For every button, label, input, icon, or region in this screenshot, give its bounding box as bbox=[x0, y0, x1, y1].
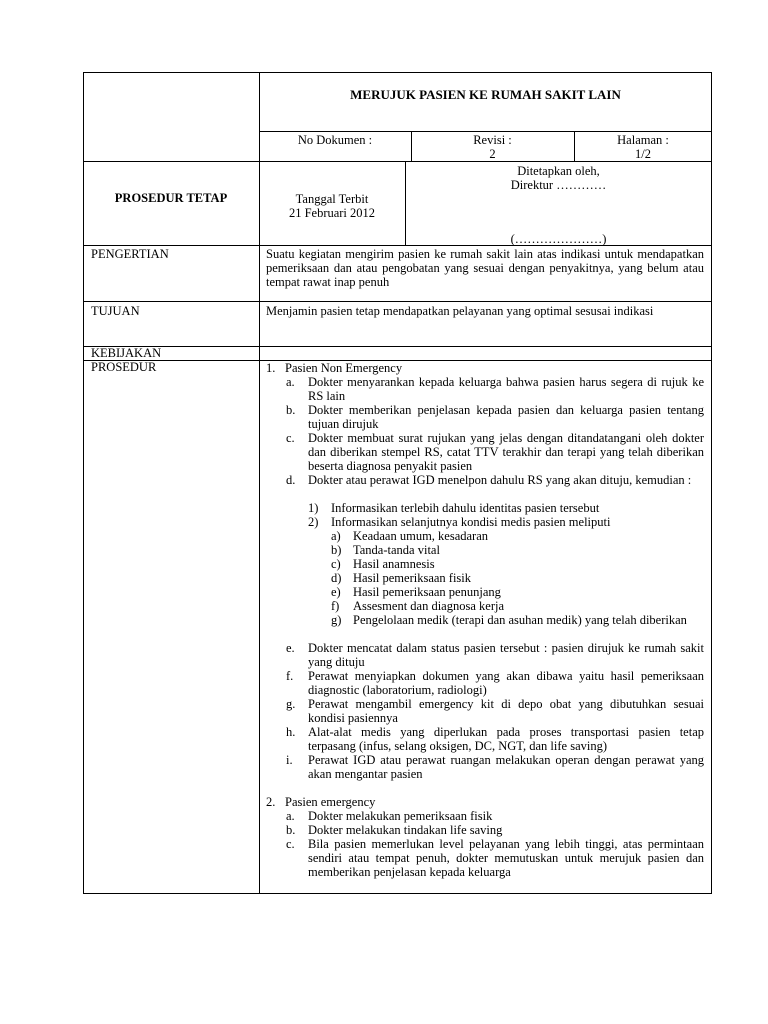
revisi-value: 2 bbox=[489, 147, 496, 161]
list-item: 1) Informasikan terlebih dahulu identitas pasien tersebut bbox=[308, 501, 600, 515]
list-heading: Pasien Non Emergency bbox=[285, 361, 403, 375]
document-title: MERUJUK PASIEN KE RUMAH SAKIT LAIN bbox=[350, 87, 621, 102]
prosedur-list bbox=[266, 361, 706, 879]
list-item: f) Assesment dan diagnosa kerja bbox=[331, 599, 505, 613]
list-item: a. Dokter menyarankan kepada keluarga bahwa pasien harus segera di rujuk ke RS lain bbox=[286, 375, 704, 403]
list-item: i. Perawat IGD atau perawat ruangan melakukan operan dengan perawat yang akan mengantar pasien bbox=[286, 753, 704, 781]
list-item: g) Pengelolaan medik (terapi dan asuhan medik) yang telah diberikan bbox=[331, 613, 687, 627]
tanggal-terbit-label: Tanggal Terbit bbox=[295, 192, 369, 206]
tanggal-terbit-value: 21 Februari 2012 bbox=[288, 206, 376, 220]
list-item: a) Keadaan umum, kesadaran bbox=[331, 529, 489, 543]
list-item: a. Dokter melakukan pemeriksaan fisik bbox=[286, 809, 493, 823]
list-item: b) Tanda-tanda vital bbox=[331, 543, 440, 557]
row-divider bbox=[83, 301, 712, 302]
signature-blank: (…………………) bbox=[510, 232, 607, 246]
direktur-label: Direktur ………… bbox=[510, 178, 607, 192]
halaman-label: Halaman : bbox=[617, 133, 669, 147]
ditetapkan-label: Ditetapkan oleh, bbox=[517, 164, 600, 178]
no-dokumen-label: No Dokumen : bbox=[297, 133, 373, 147]
halaman-value: 1/2 bbox=[635, 147, 651, 161]
list-item: e) Hasil pemeriksaan penunjang bbox=[331, 585, 501, 599]
list-item: 2) Informasikan selanjutnya kondisi medis pasien meliputi bbox=[308, 515, 611, 529]
list-item: h. Alat-alat medis yang diperlukan pada proses transportasi pasien tetap terpasang (infus, selang oksigen, DC, NGT, dan life saving) bbox=[286, 725, 704, 753]
tujuan-label: TUJUAN bbox=[91, 304, 140, 318]
list-item: b. Dokter memberikan penjelasan kepada pasien dan keluarga pasien tentang tujuan dirujuk bbox=[286, 403, 704, 431]
pengertian-label: PENGERTIAN bbox=[91, 247, 169, 261]
list-item: b. Dokter melakukan tindakan life saving bbox=[286, 823, 503, 837]
list-item: c) Hasil anamnesis bbox=[331, 557, 435, 571]
prosedur-tetap-label: PROSEDUR TETAP bbox=[114, 191, 228, 205]
list-item: 2. Pasien emergency bbox=[266, 795, 376, 809]
revisi-label: Revisi : bbox=[473, 133, 512, 147]
list-item: d. Dokter atau perawat IGD menelpon dahulu RS yang akan dituju, kemudian : bbox=[286, 473, 692, 487]
list-item: f. Perawat menyiapkan dokumen yang akan dibawa yaitu hasil pemeriksaan diagnostic (laboratorium, radiologi) bbox=[286, 669, 704, 697]
list-item: g. Perawat mengambil emergency kit di depo obat yang dibutuhkan sesuai kondisi pasiennya bbox=[286, 697, 704, 725]
list-item: c. Dokter membuat surat rujukan yang jelas dengan ditandatangani oleh dokter dan diberikan stempel RS, catat TTV terakhir dan terapi yang telah diberikan beserta diagnosa penyakit pasien bbox=[286, 431, 704, 473]
list-item: 1. Pasien Non Emergency bbox=[266, 361, 403, 375]
list-item: c. Bila pasien memerlukan level pelayanan yang lebih tinggi, atas permintaan sendiri atau tempat penuh, dokter memutuskan untuk merujuk pasien dan memberikan penjelasan kepada keluarga bbox=[286, 837, 704, 879]
prosedur-label: PROSEDUR bbox=[91, 360, 157, 374]
list-heading: Pasien emergency bbox=[285, 795, 376, 809]
tujuan-text: Menjamin pasien tetap mendapatkan pelayanan yang optimal sesusai indikasi bbox=[266, 304, 654, 318]
list-item: d) Hasil pemeriksaan fisik bbox=[331, 571, 472, 585]
pengertian-text: Suatu kegiatan mengirim pasien ke rumah sakit lain atas indikasi untuk mendapatkan pemeriksaan dan atau pengobatan yang sesuai dengan penyakitnya, yang belum atau tempat rawat inap penuh bbox=[266, 247, 704, 289]
list-item: e. Dokter mencatat dalam status pasien tersebut : pasien dirujuk ke rumah sakit yang dituju bbox=[286, 641, 704, 669]
row-divider bbox=[83, 161, 712, 162]
row-divider bbox=[259, 131, 712, 132]
kebijakan-label: KEBIJAKAN bbox=[91, 346, 162, 360]
